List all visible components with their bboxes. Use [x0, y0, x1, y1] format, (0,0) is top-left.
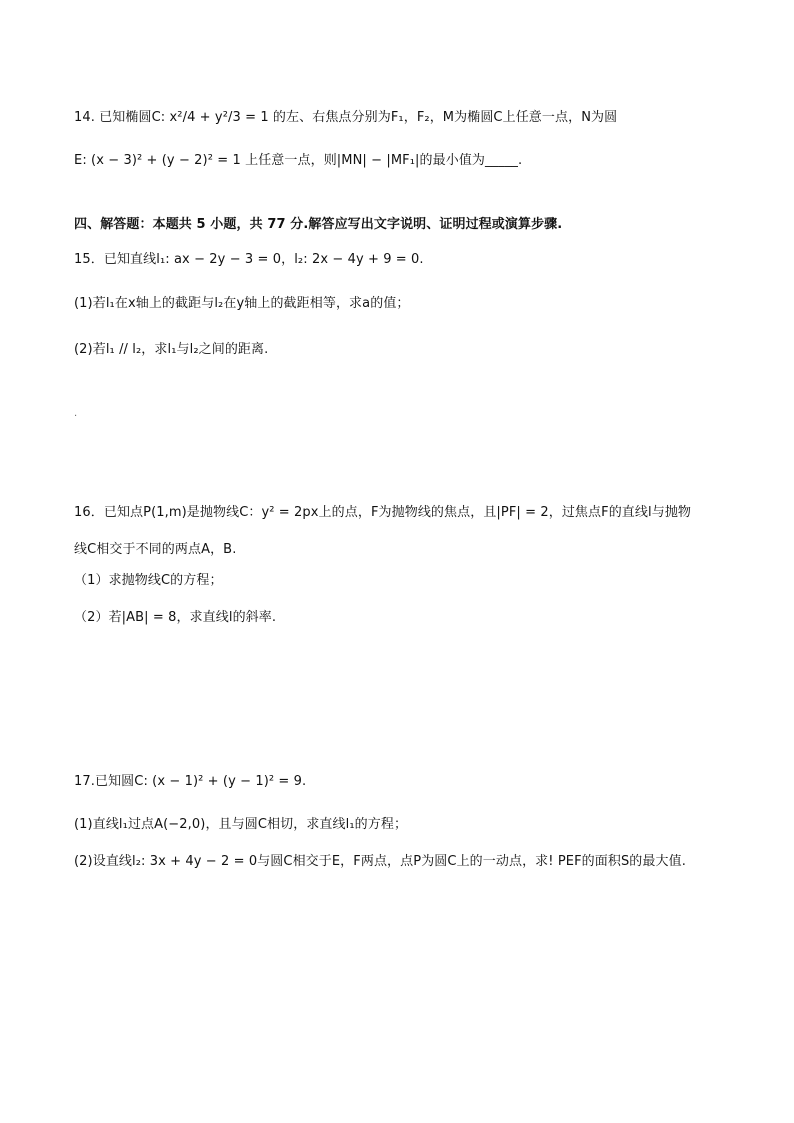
q17-part-2: (2)设直线l₂: 3x + 4y − 2 = 0与圆C相交于E，F两点，点P为圆C上的一动点，求! PEF的面积S的最大值.: [74, 854, 686, 869]
q15-part-1: (1)若l₁在x轴上的截距与l₂在y轴上的截距相等，求a的值；: [74, 296, 410, 311]
q14-line-1: 14. 已知椭圆C: x²/4 + y²/3 = 1 的左、右焦点分别为F₁，F₂，M为椭圆C上任意一点，N为圆: [74, 110, 618, 125]
q17-part-1: (1)直线l₁过点A(−2,0)，且与圆C相切，求直线l₁的方程；: [74, 817, 408, 832]
section-heading: 四、解答题：本题共 5 小题，共 77 分.解答应写出文字说明、证明过程或演算步骤.: [74, 217, 563, 232]
stray-mark: .: [74, 408, 78, 419]
q15-stem: 15．已知直线l₁: ax − 2y − 3 = 0，l₂: 2x − 4y + 9 = 0.: [74, 252, 424, 267]
q16-stem-1: 16．已知点P(1,m)是抛物线C：y² = 2px上的点，F为抛物线的焦点，且|PF| = 2，过焦点F的直线l与抛物: [74, 505, 692, 520]
q16-part-1: （1）求抛物线C的方程；: [74, 573, 223, 588]
q17-stem: 17.已知圆C: (x − 1)² + (y − 1)² = 9.: [74, 774, 307, 789]
q14-line-2: E: (x − 3)² + (y − 2)² = 1 上任意一点，则|MN| − |MF₁|的最小值为_____.: [74, 153, 523, 168]
q16-stem-2: 线C相交于不同的两点A，B.: [74, 542, 237, 557]
q15-part-2: (2)若l₁ // l₂，求l₁与l₂之间的距离.: [74, 342, 269, 357]
q16-part-2: （2）若|AB| = 8，求直线l的斜率.: [74, 610, 277, 625]
